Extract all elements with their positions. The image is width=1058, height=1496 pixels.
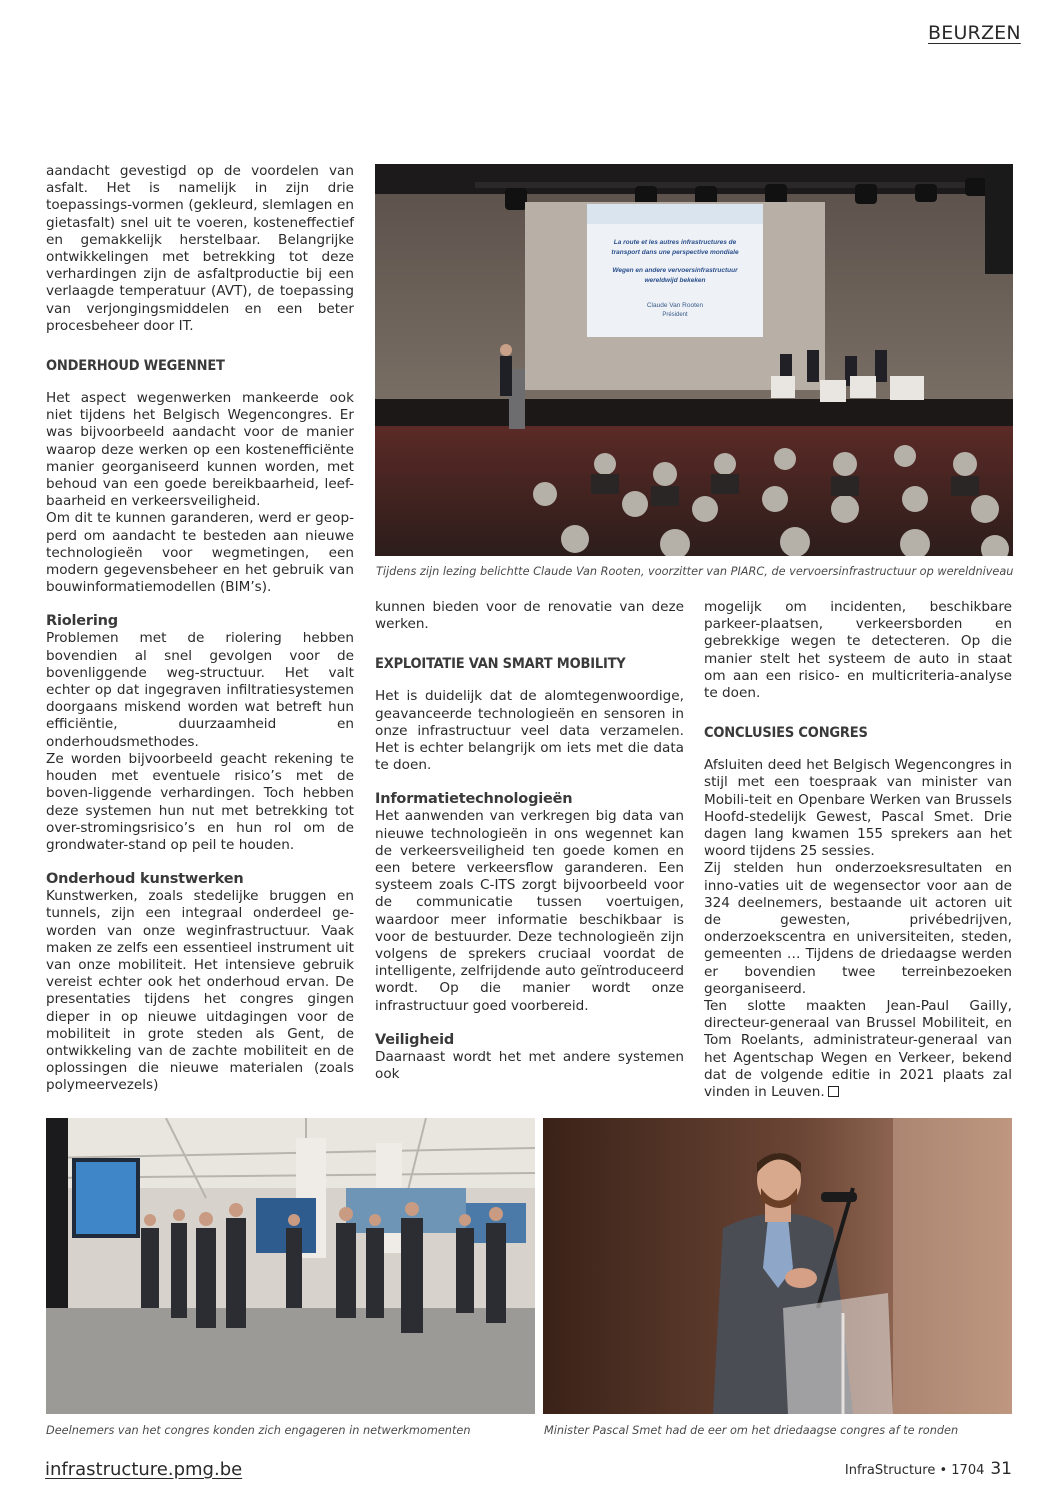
- paragraph: Het aanwenden van verkregen big data van nieuwe technologieën in ons wegennet kan de verkeersveiligheid ten goede komen en een betere verkeersflow garanderen. Een systeem zoals C-ITS zorgt bijvoorbeeld voor de communicatie tussen voertuigen, waardoor meer informatie beschikbaar is voor de bestuurder. Deze technologieën zijn volgens de sprekers cruciaal voordat de intelligente, zelfrijdende auto geïntroduceerd wordt. Op die manier wordt onze infrastructuur goed voorbereid.: [375, 808, 684, 1014]
- paragraph: Kunstwerken, zoals stedelijke bruggen en tunnels, zijn een integraal onderdeel ge-worden van onze weginfrastructuur. Vaak maken ze zelfs een essentieel instrument uit van onze mobiliteit. Het intensieve gebruik vereist echter ook het onderhoud ervan. De presentaties tijdens het congres gingen dieper in op nieuwe uitdagingen voor de mobiliteit in grote steden als Gent, de ontwikkeling van de zachte mobiliteit en de oplossingen die nieuwe materialen (zoals polymeervezels): [46, 888, 354, 1094]
- paragraph: Daarnaast wordt het met andere systemen ook: [375, 1048, 684, 1083]
- page-number: 31: [990, 1459, 1012, 1479]
- caption-networking-photo: Deelnemers van het congres konden zich engageren in netwerkmomenten: [46, 1424, 471, 1437]
- slide-role: Président: [662, 312, 688, 318]
- lecture-hall-photo: [375, 164, 1013, 556]
- slide-line-3: Wegen en andere vervoersinfrastructuur: [612, 267, 738, 274]
- page-footer: [845, 1459, 1012, 1479]
- section-tag: BEURZEN: [928, 22, 1021, 44]
- slide-line-2: transport dans une perspective mondiale: [611, 249, 739, 256]
- column-3: [704, 599, 1012, 1101]
- slide-line-1: La route et les autres infrastructures de: [613, 239, 737, 246]
- paragraph: Het is duidelijk dat de alomtegenwoordige, geavanceerde technologieën en sensoren in onze infrastructuur veel data verzamelen. Het is echter belangrijk om iets met die data te doen.: [375, 688, 684, 774]
- magazine-issue: InfraStructure • 1704: [844, 1463, 985, 1478]
- end-of-article-icon: [828, 1086, 839, 1097]
- paragraph: kunnen bieden voor de renovatie van deze werken.: [375, 599, 684, 633]
- paragraph: Om dit te kunnen garanderen, werd er geop-perd om aandacht te besteden aan nieuwe technologieën voor wegmetingen, een modern gegevensbeheer en het gebruik van bouwinformatiemodellen (BIM’s).: [46, 510, 354, 596]
- heading-onderhoud-wegennet: ONDERHOUD WEGENNET: [46, 358, 225, 375]
- minister-photo: [543, 1118, 1012, 1414]
- heading-veiligheid: Veiligheid: [375, 1031, 455, 1048]
- networking-photo: [46, 1118, 535, 1414]
- website-link[interactable]: infrastructure.pmg.be: [45, 1459, 243, 1480]
- paragraph: Zij stelden hun onderzoeksresultaten en inno-vaties uit de wegensector voor aan de 324 deelnemers, bestaande uit actoren uit de gewesten, privébedrijven, onderzoekscentra en universiteiten, steden, gemeenten … Tijdens de driedaagse werden er bovendien twee terreinbezoeken georganiseerd.: [704, 860, 1012, 997]
- paragraph: Afsluiten deed het Belgisch Wegencongres in stijl met een toespraak van minister van Mobili-teit en Openbare Werken van Brussels Hoofd-stedelijk Gewest, Pascal Smet. Drie dagen lang kwamen 155 sprekers aan het woord tijdens 25 sessies.: [704, 757, 1012, 860]
- paragraph: Het aspect wegenwerken mankeerde ook niet tijdens het Belgisch Wegencongres. Er was bijvoorbeeld aandacht voor de manier waarop deze werken op een kostenefficiënte manier georganiseerd kunnen worden, met behoud van een goede bereikbaarheid, leef-baarheid en verkeersveiligheid.: [46, 390, 354, 510]
- heading-onderhoud-kunstwerken: Onderhoud kunstwerken: [46, 871, 244, 888]
- paragraph: Ze worden bijvoorbeeld geacht rekening te houden met eventuele risico’s met de boven-liggende verhardingen. Toch hebben deze systemen hun nut met betrekking tot over-stromingsrisico’s en hun rol om de grondwater-stand op peil te houden.: [46, 750, 354, 853]
- slide-line-4: wereldwijd bekeken: [644, 277, 706, 284]
- paragraph: mogelijk om incidenten, beschikbare parkeer-plaatsen, verkeersborden en gebrekkige wegen te detecteren. Op die manier stelt het systeem de auto in staat om aan een risico- en multicriteria-analyse te doen.: [704, 599, 1012, 702]
- heading-riolering: Riolering: [46, 613, 118, 630]
- column-1: [46, 163, 354, 1095]
- paragraph: aandacht gevestigd op de voordelen van asfalt. Het is namelijk in zijn drie toepassings-vormen (gekleurd, slemlagen en gietasfalt) snel uit te voeren, kosteneffectief en gemakkelijk herstelbaar. Belangrijke ontwikkelingen met betrekking tot deze verhardingen zijn de asfaltproductie bij een verlaagde temperatuur (AVT), de toepassing van verjongingsmiddelen en een beter procesbeheer door IT.: [46, 163, 354, 334]
- slide-speaker: Claude Van Rooten: [646, 302, 704, 309]
- heading-smart-mobility: EXPLOITATIE VAN SMART MOBILITY: [375, 656, 626, 673]
- paragraph: Problemen met de riolering hebben bovendien al snel gevolgen voor de bovenliggende weg-structuur. Het valt echter op dat ingegraven infiltratiesystemen doorgaans miskend worden wat betreft hun efficiëntie, duurzaamheid en onderhoudsmethodes.: [46, 630, 354, 750]
- caption-top-photo: Tijdens zijn lezing belichtte Claude Van Rooten, voorzitter van PIARC, de vervoersinfrastructuur op wereldniveau: [376, 565, 1014, 578]
- paragraph: Ten slotte maakten Jean-Paul Gailly, directeur-generaal van Brussel Mobiliteit, en Tom Roelants, administrateur-generaal van het Agentschap Wegen en Verkeer, bekend dat de volgende editie in 2021 plaats zal vinden in Leuven.: [704, 998, 1012, 1101]
- column-2: [375, 599, 684, 1083]
- caption-minister-photo: Minister Pascal Smet had de eer om het driedaagse congres af te ronden: [544, 1424, 959, 1437]
- heading-conclusies-congres: CONCLUSIES CONGRES: [704, 725, 868, 742]
- heading-informatietechnologieen: Informatietechnologieën: [375, 791, 573, 808]
